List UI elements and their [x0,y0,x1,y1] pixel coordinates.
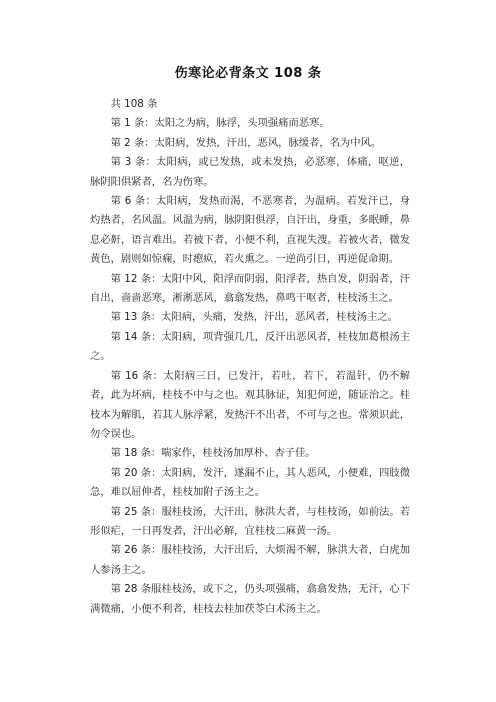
paragraph-article-2: 第 2 条：太阳病，发热，汗出，恶风，脉缓者，名为中风。 [110,136,382,149]
paragraph-total-count: 共 108 条 [110,98,158,110]
paragraph-article-12: 第 12 条：太阳中风，阳浮而阴弱，阳浮者，热自发，阴弱者，汗自出，啬啬恶寒，淅淅恶风，翕翕发热，鼻鸣干呕者，桂枝汤主之。 [90,272,410,305]
paragraph-article-18: 第 18 条：喘家作，桂枝汤加厚朴、杏子佳。 [110,447,316,460]
paragraph-article-6: 第 6 条：太阳病，发热而渴，不恶寒者，为温病。若发汗已，身灼热者，名风温。风温为病，脉阴阳俱浮，自汗出，身重，多眠睡，鼻息必鼾，语言难出。若被下者，小便不利，直视失溲。若被火者，微发黄色，剧则如惊痫，时瘛疭，若火熏之。一逆尚引日，再逆促命期。 [90,195,410,266]
paragraph-article-1: 第 1 条：太阳之为病，脉浮，头项强痛而恶寒。 [110,117,330,130]
paragraph-article-28: 第 28 条服桂枝汤，或下之，仍头项强痛，翕翕发热，无汗，心下满微痛，小便不利者，桂枝去桂加茯苓白术汤主之。 [90,583,410,615]
document-title: 伤寒论必背条文 108 条 [174,66,322,81]
paragraph-article-3: 第 3 条：太阳病，或已发热，或未发热，必恶寒，体痛，呕逆，脉阴阳俱紧者，名为伤寒。 [90,156,410,188]
paragraph-article-26: 第 26 条：服桂枝汤，大汗出后，大烦渴不解，脉洪大者，白虎加人参汤主之。 [90,544,410,576]
document-body [90,95,410,619]
paragraph-article-25: 第 25 条：服桂枝汤，大汗出，脉洪大者，与桂枝汤，如前法。若形似疟，一日再发者，汗出必解，宜桂枝二麻黄一汤。 [90,505,410,537]
paragraph-article-14: 第 14 条：太阳病，项背强几几，反汗出恶风者，桂枝加葛根汤主之。 [90,330,410,363]
paragraph-article-20: 第 20 条：太阳病，发汗，遂漏不止，其人恶风，小便难，四肢微急，难以屈伸者，桂枝加附子汤主之。 [90,466,410,499]
paragraph-article-13: 第 13 条：太阳病，头痛，发热，汗出，恶风者，桂枝汤主之。 [110,311,398,324]
paragraph-article-16: 第 16 条：太阳病三日，已发汗，若吐，若下，若温针，仍不解者，此为坏病，桂枝不中与之也。观其脉证，知犯何逆，随证治之。桂枝本为解肌，若其人脉浮紧，发热汗不出者，不可与之也。常须识此，勿令误也。 [90,369,410,440]
